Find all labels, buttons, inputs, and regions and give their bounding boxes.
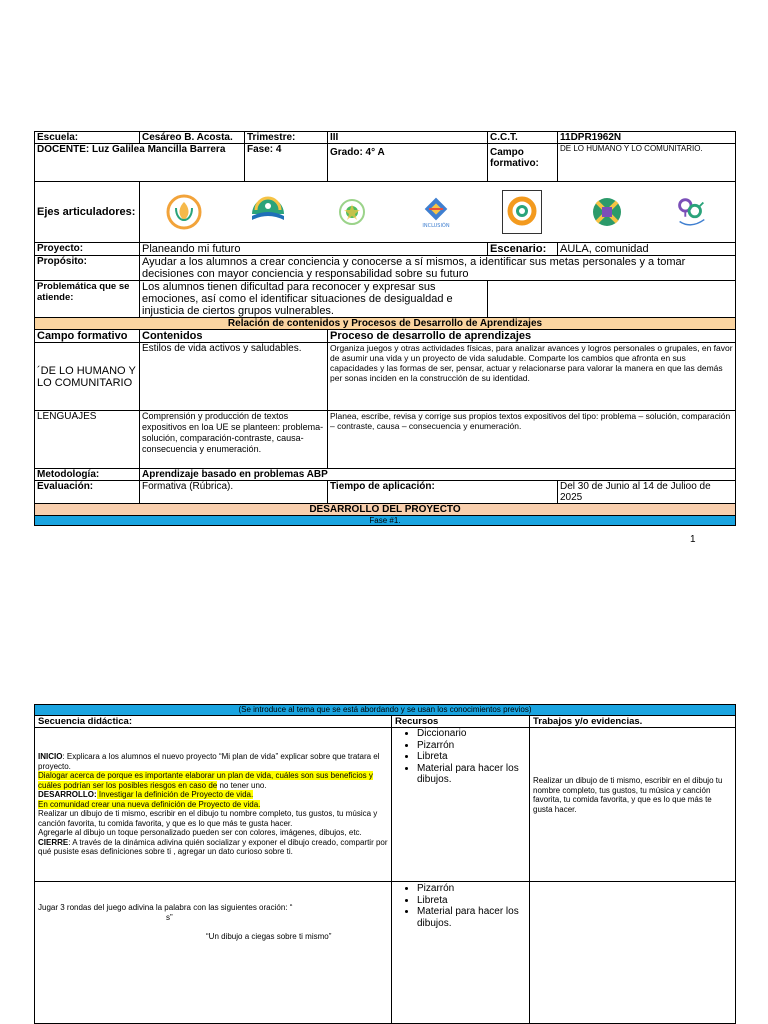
- cct-label: C.C.T.: [488, 132, 558, 144]
- campo-value: DE LO HUMANO Y LO COMUNITARIO.: [558, 144, 736, 182]
- vida-saludable-logo-icon: [165, 193, 203, 231]
- interculturalidad-logo-icon: [333, 193, 371, 231]
- recurso-item: • Libreta: [417, 751, 526, 763]
- proyecto-value: Planeando mi futuro: [140, 243, 488, 256]
- escuela-value: Cesáreo B. Acosta.: [140, 132, 245, 144]
- row1-contenido: Estilos de vida activos y saludables.: [140, 343, 328, 411]
- secuencia-table: [34, 704, 736, 1024]
- trimestre-label: Trimestre:: [245, 132, 328, 144]
- escenario-value: AULA, comunidad: [558, 243, 736, 256]
- metodologia-label: Metodología:: [35, 469, 140, 481]
- secuencia-row1: [35, 728, 392, 882]
- row2-proceso: Planea, escribe, revisa y corrige sus propios textos expositivos del tipo: problema – solución, comparación – contraste, causa – consecuencia y enumeración.: [328, 411, 736, 469]
- proyecto-label: Proyecto:: [35, 243, 140, 256]
- campo-label: Campo formativo:: [488, 144, 558, 182]
- col-recursos: Recursos: [392, 715, 530, 728]
- row2-campo: LENGUAJES: [35, 411, 140, 469]
- dialogar-highlight: Dialogar acerca de porque es importante elaborar un plan de vida, cuáles son sus beneficios y cuáles podrían ser los posibles riesgos en caso de: [38, 771, 373, 790]
- realizar-text: Realizar un dibujo de ti mismo, escribir en el dibujo tu nombre completo, tus gustos, tu música y canción favorita, tu comida favorita, y que es lo que más te gusta hacer.: [38, 809, 378, 828]
- ejes-logos: [140, 182, 736, 243]
- row1-proceso: Organiza juegos y otras actividades físicas, para analizar avances y logros personales o grupales, en favor de asumir una vida y un proyecto de vida saludable. Comparte los cambios que afronta en sus capacidades y las formas de ser, pensar, actuar y relacionarse para valorar la manera en que las demás per sonas inciden en la construcción de su identidad.: [328, 343, 736, 411]
- fase-title: Fase #1.: [35, 516, 736, 526]
- cct-value: 11DPR1962N: [558, 132, 736, 144]
- jugar-text: Jugar 3 rondas del juego adivina la palabra con las siguientes oración: “: [38, 903, 293, 913]
- page-number: 1: [690, 534, 696, 545]
- inclusion-logo-icon: [417, 193, 455, 231]
- col-secuencia: Secuencia didáctica:: [35, 715, 392, 728]
- col-proceso: Proceso de desarrollo de aprendizajes: [328, 330, 736, 343]
- col-contenidos: Contenidos: [140, 330, 328, 343]
- relacion-title: Relación de contenidos y Procesos de Desarrollo de Aprendizajes: [35, 318, 736, 330]
- trimestre-value: III: [328, 132, 488, 144]
- desarrollo-title: DESARROLLO DEL PROYECTO: [35, 504, 736, 516]
- escuela-label: Escuela:: [35, 132, 140, 144]
- recursos-list-1: [395, 728, 526, 786]
- evaluacion-value: Formativa (Rúbrica).: [140, 481, 328, 504]
- comunidad-highlight: En comunidad crear una nueva definición de Proyecto de vida.: [38, 799, 261, 809]
- recurso-item: • Pizarrón: [417, 883, 526, 895]
- inicio-text: : Explicara a los alumnos el nuevo proyecto “Mi plan de vida” explicar sobre que tratara el proyecto.: [38, 752, 380, 771]
- artes-logo-icon: [588, 193, 626, 231]
- tiempo-value: Del 30 de Junio al 14 de Julioo de 2025: [558, 481, 736, 504]
- s-line: s”: [166, 912, 173, 922]
- grado: Grado: 4° A: [328, 144, 488, 182]
- col-trabajos: Trabajos y/o evidencias.: [530, 715, 736, 728]
- row1-campo: ´DE LO HUMANO Y LO COMUNITARIO: [35, 343, 140, 411]
- recursos-list-2: [395, 883, 526, 929]
- fase: Fase: 4: [245, 144, 328, 182]
- igualdad-genero-logo-icon: [672, 193, 710, 231]
- intro-bar: (Se introduce al tema que se está abordando y se usan los conocimientos previos): [35, 705, 736, 716]
- col-campo-formativo: Campo formativo: [35, 330, 140, 343]
- recurso-item: • Material para hacer los dibujos.: [417, 763, 526, 786]
- escenario-label: Escenario:: [488, 243, 558, 256]
- problematica-value: Los alumnos tienen dificultad para reconocer y expresar sus emociones, así como el identificar situaciones de desigualdad e injusticia de ciertos grupos vulnerables.: [140, 281, 488, 318]
- recursos-row1: [392, 728, 530, 882]
- docente: DOCENTE: Luz Galilea Mancilla Barrera: [35, 144, 245, 182]
- cierre-text: : A través de la dinámica adivina quién socializar y exponer el dibujo creado, compartir por qué pusiste esas definiciones sobre ti , agregar un dato curioso sobre ti.: [38, 837, 388, 857]
- secuencia-row2: [35, 882, 392, 1024]
- proposito-value: Ayudar a los alumnos a crear conciencia y conocerse a sí mismos, a identificar sus metas personales y a tomar decisiones con mayor conciencia y responsabilidad sobre su futuro: [140, 256, 736, 281]
- problematica-label: Problemática que se atiende:: [35, 281, 140, 318]
- desarrollo-highlight: Investigar la definición de Proyecto de vida.: [96, 790, 254, 800]
- proposito-label: Propósito:: [35, 256, 140, 281]
- recurso-item: • Diccionario: [417, 728, 526, 740]
- metodologia-value: Aprendizaje basado en problemas ABP: [140, 469, 736, 481]
- desarrollo-label: DESARROLLO:: [38, 790, 97, 800]
- dialogar-rest: no tener uno.: [217, 780, 267, 790]
- recurso-item: • Pizarrón: [417, 740, 526, 752]
- row2-contenido: Comprensión y producción de textos expositivos en loa UE se planteen: problema- solución, comparación-contraste, causa- consecuencia y enumeración.: [140, 411, 328, 469]
- svg-text:INCLUSIÓN: INCLUSIÓN: [422, 223, 451, 229]
- evidencia-row1: Realizar un dibujo de ti mismo, escribir en el dibujo tu nombre completo, tus gustos, tu música y canción favorita, tu comida favorita, y que es lo que más te gusta hacer.: [530, 728, 736, 882]
- dibujo-text: “Un dibujo a ciegas sobre ti mismo”: [206, 932, 332, 942]
- cierre-label: CIERRE: [38, 837, 69, 847]
- apropiacion-culturas-logo-icon: [502, 190, 542, 234]
- recursos-row2: [392, 882, 530, 1024]
- pensamiento-critico-logo-icon: [249, 193, 287, 231]
- ejes-label: Ejes articuladores:: [35, 182, 140, 243]
- agregarle-text: Agregarle al dibujo un toque personalizado pueden ser con colores, imágenes, dibujos, etc.: [38, 828, 362, 838]
- evaluacion-label: Evaluación:: [35, 481, 140, 504]
- evidencia-row2: [530, 882, 736, 1024]
- tiempo-label: Tiempo de aplicación:: [328, 481, 558, 504]
- inicio-label: INICIO: [38, 752, 63, 762]
- problematica-empty: [488, 281, 736, 318]
- recurso-item: • Material para hacer los dibujos.: [417, 906, 526, 929]
- recurso-item: • Libreta: [417, 895, 526, 907]
- planning-table: [34, 131, 736, 526]
